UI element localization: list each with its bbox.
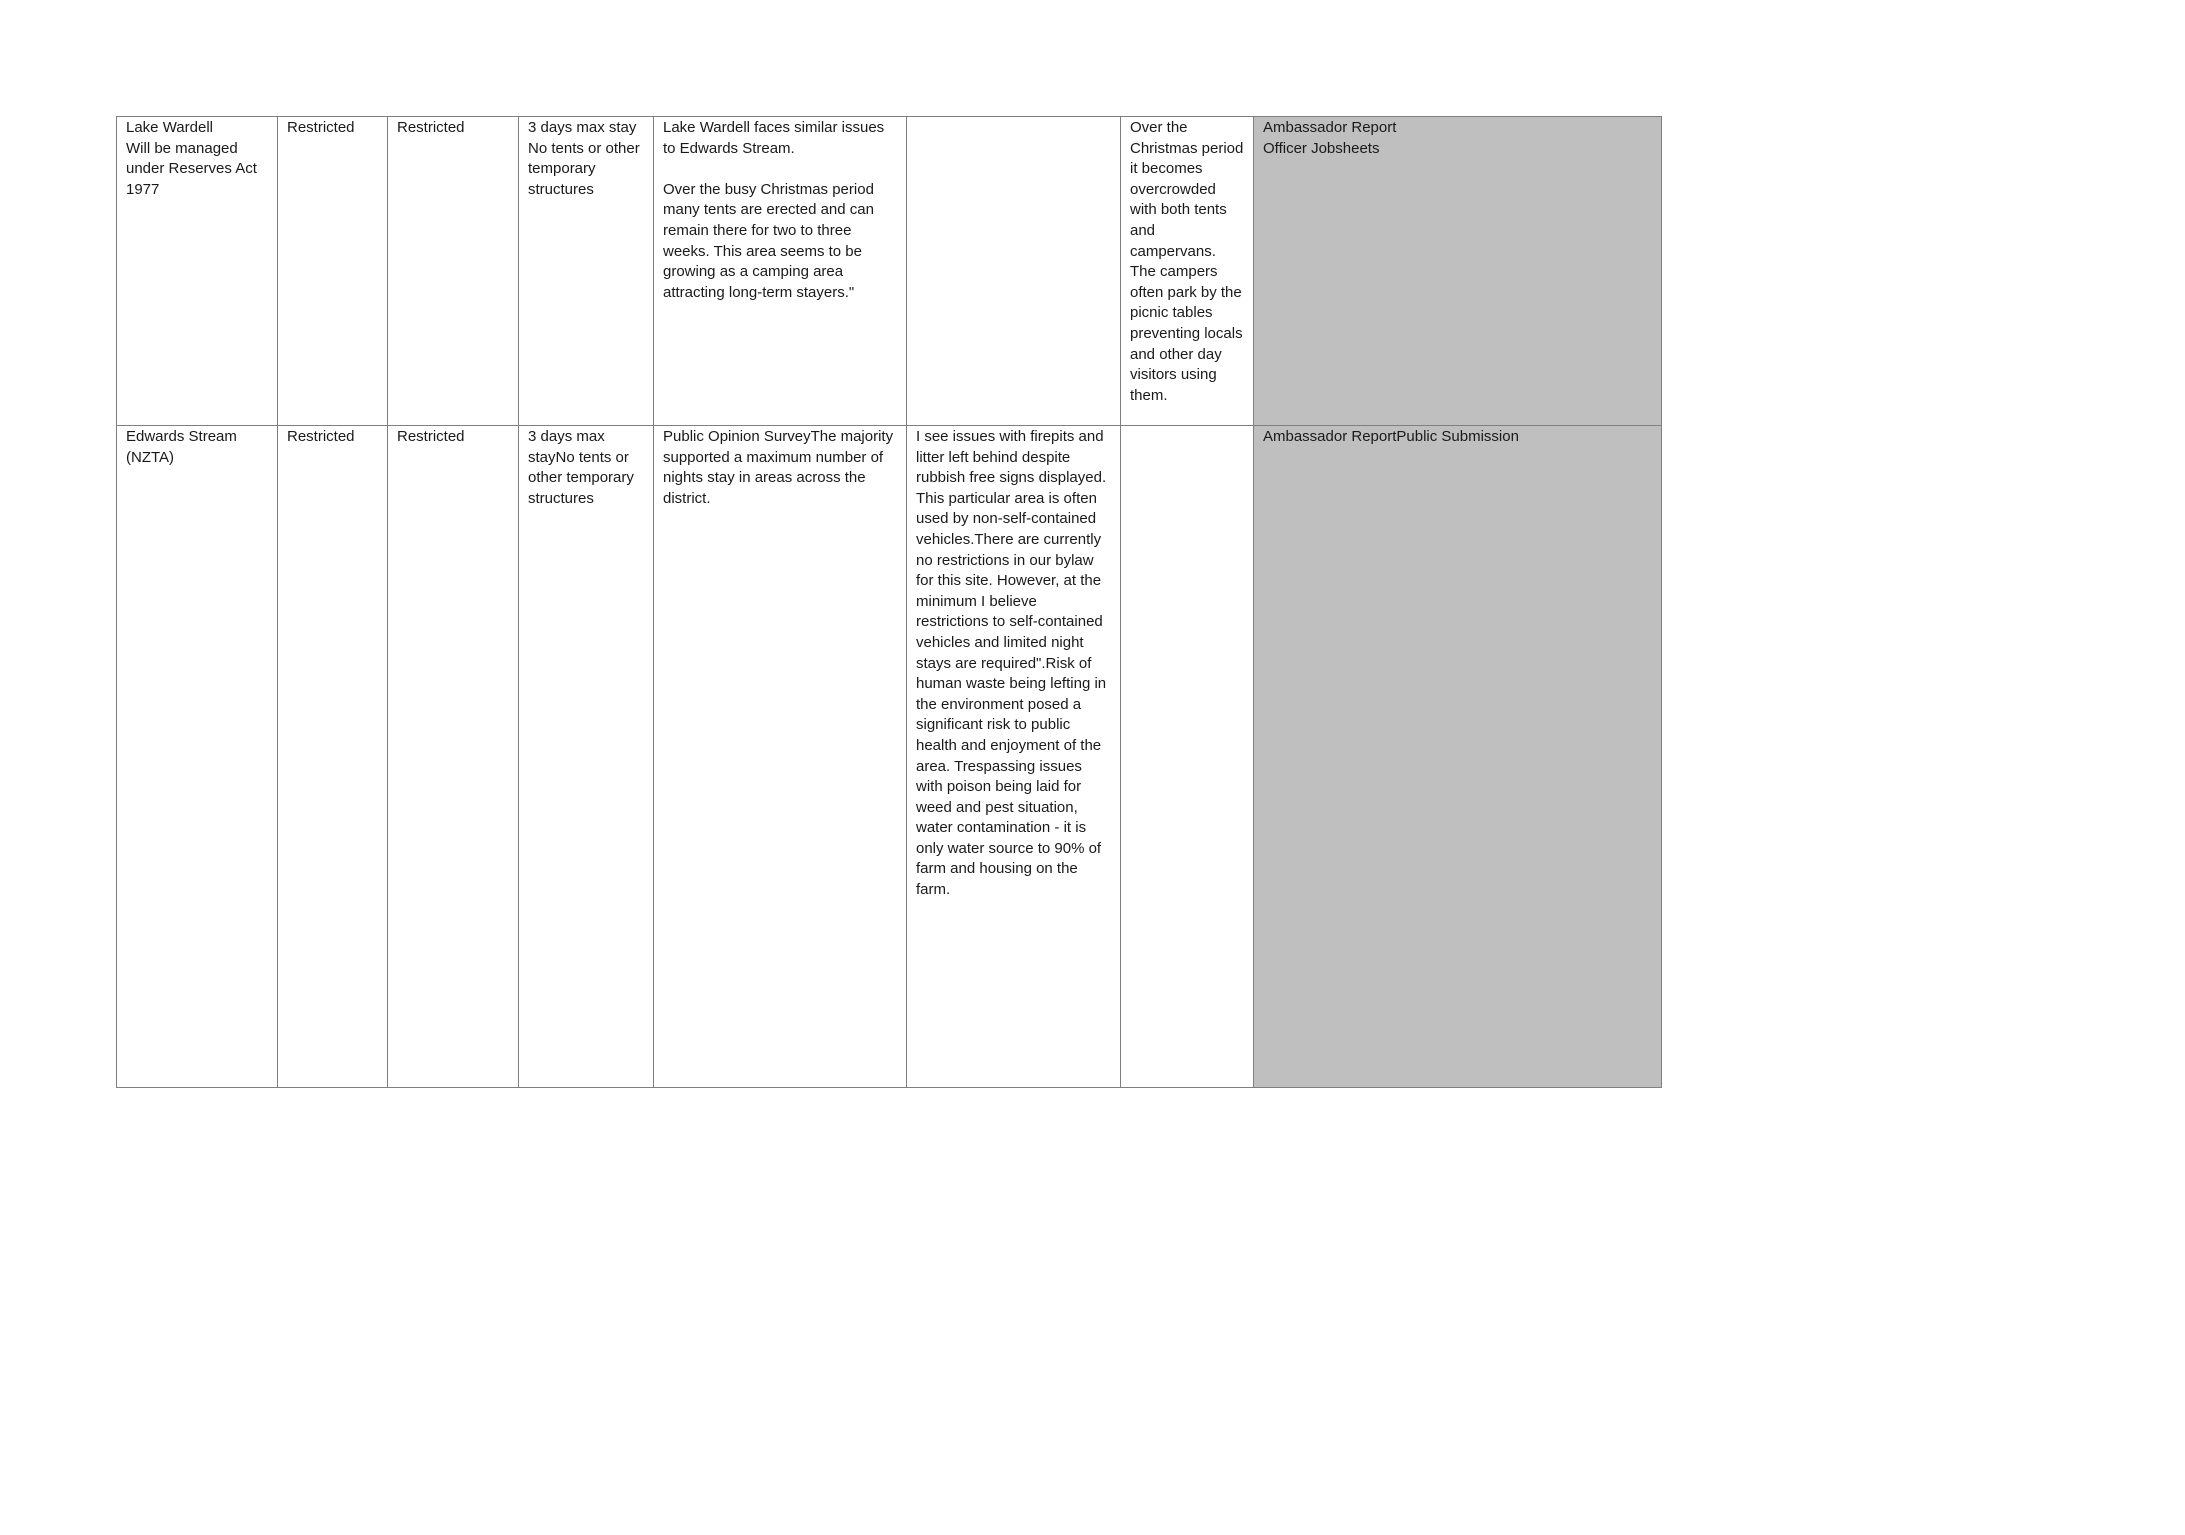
notes-paragraph: Over the busy Christmas period many tents are erected and can remain there for two to three weeks. This area seems to be growing as a camping area attracting long-term stayers." (663, 180, 874, 301)
status-cell: Restricted (278, 117, 388, 426)
notes-cell: Public Opinion SurveyThe majority supported a maximum number of nights stay in areas across the district. (654, 426, 907, 1088)
status-cell: Restricted (388, 426, 519, 1088)
notes-paragraph: Lake Wardell faces similar issues to Edwards Stream. (663, 119, 885, 157)
restrictions-cell (519, 117, 654, 426)
observation-cell (1121, 426, 1254, 1088)
restriction-line: No tents or other temporary structures (528, 139, 640, 198)
source-line: Ambassador Report (1263, 119, 1397, 136)
notes-cell (654, 117, 907, 426)
status-cell: Restricted (278, 426, 388, 1088)
restriction-line: 3 days max stay (528, 119, 637, 136)
location-name: Lake Wardell (126, 119, 213, 136)
table-row (117, 117, 1662, 426)
location-note: Will be managed under Reserves Act 1977 (126, 139, 257, 198)
camping-sites-table (116, 116, 1662, 1088)
table-row (117, 426, 1662, 1088)
location-cell: Edwards Stream (NZTA) (117, 426, 278, 1088)
source-line: Officer Jobsheets (1263, 139, 1380, 157)
location-cell (117, 117, 278, 426)
restrictions-cell: 3 days max stayNo tents or other temporary structures (519, 426, 654, 1088)
sources-cell: Ambassador ReportPublic Submission (1254, 426, 1662, 1088)
submission-cell: I see issues with firepits and litter left behind despite rubbish free signs displayed. This particular area is often used by non-self-contained vehicles.There are currently no restrictions in our bylaw for this site. However, at the minimum I believe restrictions to self-contained vehicles and limited night stays are required".Risk of human waste being lefting in the environment posed a significant risk to public health and enjoyment of the area. Trespassing issues with poison being laid for weed and pest situation, water contamination - it is only water source to 90% of farm and housing on the farm. (907, 426, 1121, 1088)
submission-cell (907, 117, 1121, 426)
observation-cell: Over the Christmas period it becomes overcrowded with both tents and campervans. The campers often park by the picnic tables preventing locals and other day visitors using them. (1121, 117, 1254, 426)
status-cell: Restricted (388, 117, 519, 426)
sources-cell (1254, 117, 1662, 426)
